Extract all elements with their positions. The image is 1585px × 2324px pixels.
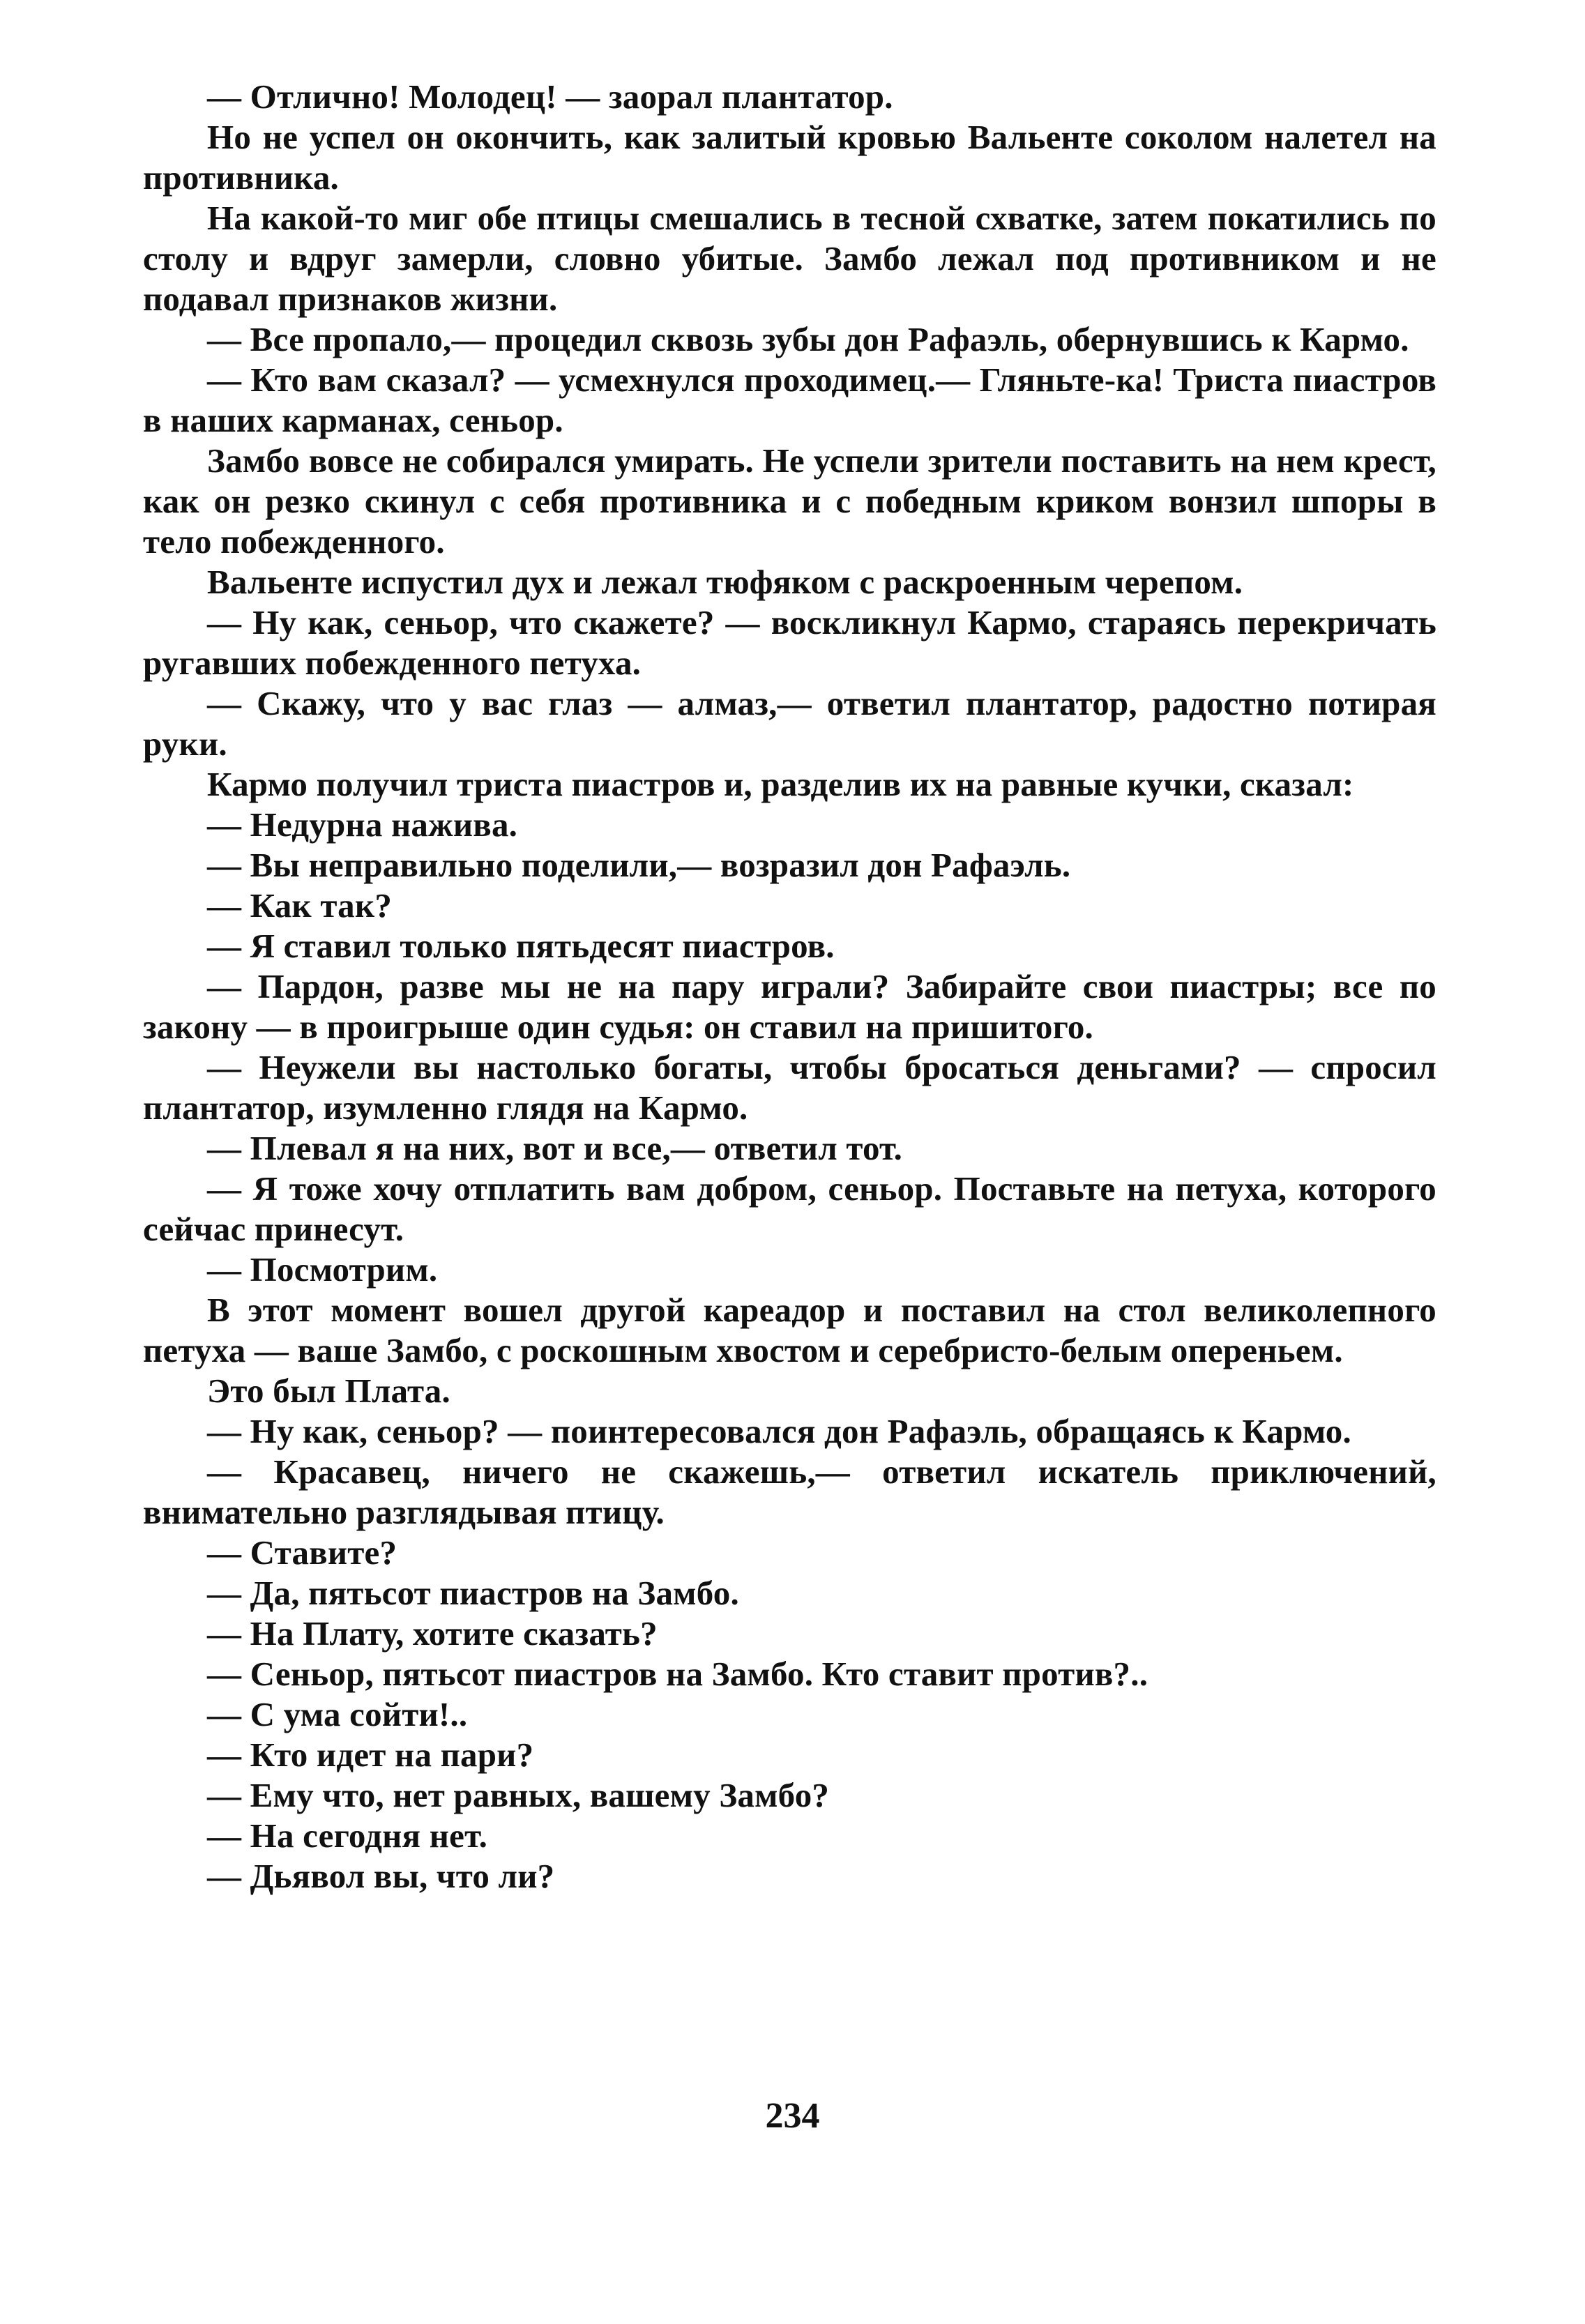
paragraph: — Ну как, сеньор, что скажете? — воскликнул Кармо, стараясь перекричать ругавших побежденного петуха.: [143, 603, 1436, 682]
paragraph: — Как так?: [207, 886, 393, 925]
paragraph: — С ума сойти!..: [207, 1695, 468, 1733]
paragraph: — Недурна нажива.: [207, 805, 518, 844]
paragraph: — Плевал я на них, вот и все,— ответил тот.: [207, 1129, 903, 1167]
paragraph: — Красавец, ничего не скажешь,— ответил искатель приключений, внимательно разглядывая птицу.: [143, 1452, 1436, 1531]
paragraph: Вальенте испустил дух и лежал тюфяком с раскроенным черепом.: [207, 563, 1243, 601]
paragraph: — Сеньор, пятьсот пиастров на Замбо. Кто ставит против?..: [207, 1655, 1148, 1693]
paragraph: — Я тоже хочу отплатить вам добром, сеньор. Поставьте на петуха, которого сейчас принесут.: [143, 1169, 1436, 1248]
paragraph: — Ну как, сеньор? — поинтересовался дон Рафаэль, обращаясь к Кармо.: [207, 1412, 1351, 1450]
page-number: 234: [765, 2096, 820, 2136]
paragraph: Но не успел он окончить, как залитый кровью Вальенте соколом налетел на противника.: [143, 118, 1436, 197]
paragraph: — Пардон, разве мы не на пару играли? Забирайте свои пиастры; все по закону — в проигрыше один судья: он ставил на пришитого.: [143, 967, 1436, 1046]
paragraph: — Посмотрим.: [207, 1250, 438, 1289]
paragraph: — Ему что, нет равных, вашему Замбо?: [207, 1776, 830, 1814]
paragraph: — Дьявол вы, что ли?: [207, 1857, 555, 1895]
paragraph: — Все пропало,— процедил сквозь зубы дон Рафаэль, обернувшись к Кармо.: [207, 320, 1409, 358]
paragraph: — Отлично! Молодец! — заорал плантатор.: [207, 77, 893, 116]
paragraph: — Кто идет на пари?: [207, 1736, 534, 1774]
paragraph: — Я ставил только пятьдесят пиастров.: [207, 927, 835, 965]
paragraph: — На Плату, хотите сказать?: [207, 1614, 658, 1653]
paragraph: Это был Плата.: [207, 1372, 450, 1410]
paragraph: — На сегодня нет.: [207, 1816, 488, 1855]
paragraph: В этот момент вошел другой кареадор и поставил на стол великолепного петуха — ваше Замбо, с роскошным хвостом и серебристо-белым опереньем.: [143, 1291, 1436, 1369]
page-text: [143, 77, 1436, 1897]
paragraph: — Вы неправильно поделили,— возразил дон Рафаэль.: [207, 846, 1071, 884]
paragraph: — Кто вам сказал? — усмехнулся проходимец.— Гляньте-ка! Триста пиастров в наших карманах, сеньор.: [143, 360, 1436, 439]
paragraph: — Да, пятьсот пиастров на Замбо.: [207, 1574, 739, 1612]
paragraph: — Ставите?: [207, 1533, 397, 1572]
paragraph: Кармо получил триста пиастров и, разделив их на равные кучки, сказал:: [207, 765, 1354, 803]
paragraph: Замбо вовсе не собирался умирать. Не успели зрители поставить на нем крест, как он резко скинул с себя противника и с победным криком вонзил шпоры в тело побежденного.: [143, 441, 1436, 561]
paragraph: — Неужели вы настолько богаты, чтобы бросаться деньгами? — спросил плантатор, изумленно глядя на Кармо.: [143, 1048, 1436, 1127]
paragraph: — Скажу, что у вас глаз — алмаз,— ответил плантатор, радостно потирая руки.: [143, 684, 1436, 763]
paragraph: На какой-то миг обе птицы смешались в тесной схватке, затем покатились по столу и вдруг замерли, словно убитые. Замбо лежал под противником и не подавал признаков жизни.: [143, 199, 1436, 318]
